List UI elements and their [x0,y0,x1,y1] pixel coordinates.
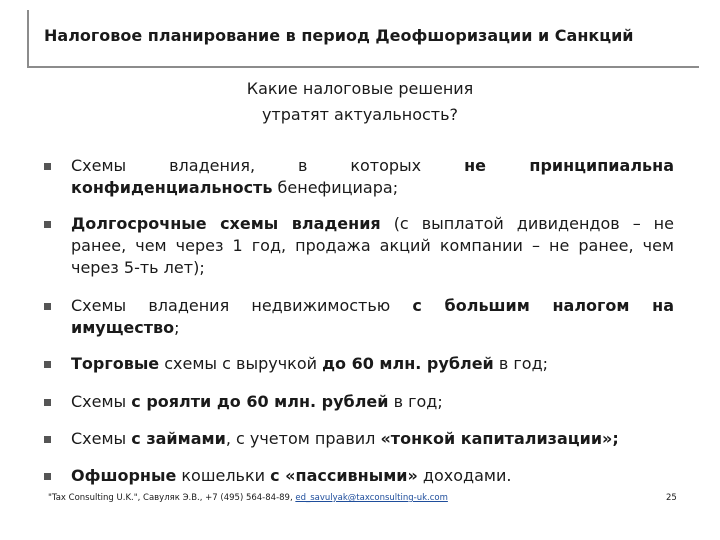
bullet-item [44,155,674,199]
bullet-text [71,353,674,375]
bold-run: с роялти до 60 млн. рублей [131,392,389,411]
square-bullet-icon [44,221,51,228]
bold-run: до 60 млн. рублей [322,354,494,373]
bullet-text [71,465,674,487]
subtitle-line-1: Какие налоговые решения [246,79,474,98]
square-bullet-icon [44,436,51,443]
text-run: Схемы [71,392,132,411]
text-run: бенефициара; [272,178,399,197]
bullet-text [71,295,674,339]
bullet-item [44,465,674,487]
text-run: доходами. [417,466,512,485]
bold-run: «тонкой капитализации»; [380,429,619,448]
square-bullet-icon [44,473,51,480]
bullet-text [71,213,674,279]
bold-run: Офшорные [71,466,177,485]
bullet-item [44,391,674,413]
bold-run: не принципиальна [464,156,675,175]
bullet-item [44,295,674,339]
square-bullet-icon [44,163,51,170]
bullet-item [44,353,674,375]
text-run: схемы с выручкой [159,354,323,373]
square-bullet-icon [44,399,51,406]
text-run: в год; [388,392,443,411]
square-bullet-icon [44,361,51,368]
subtitle-line-2: утратят актуальность? [261,105,459,124]
square-bullet-icon [44,303,51,310]
text-run: в год; [493,354,549,373]
text-run: Схемы владения, в которых [71,156,465,175]
bold-run: конфиденциальность [71,178,273,197]
text-run: кошельки [176,466,271,485]
bullet-item [44,213,674,279]
text-run: Схемы владения недвижимостью [71,296,413,315]
page-number: 25 [666,493,677,503]
slide-title: Налоговое планирование в период Деофшоризации и Санкций [44,26,634,45]
footer [48,493,448,503]
bullet-text [71,428,674,450]
bold-run: с «пассивными» [270,466,418,485]
bullet-item [44,428,674,450]
text-run: , с учетом правил [225,429,381,448]
title-rule-horizontal [27,66,699,68]
text-run: Схемы [71,429,132,448]
bold-run: с большим налогом на имущество [71,296,674,337]
text-run: ; [174,318,180,337]
bullet-text [71,155,674,199]
bold-run: Торговые [71,354,160,373]
bullet-text [71,391,674,413]
title-rule-vertical [27,10,29,68]
text-run: (с выплатой дивидендов – не ранее, чем через 1 год, продажа акций компании – не ранее, чем через 5-ть лет); [71,214,674,277]
slide-subtitle [200,76,520,128]
footer-text: "Tax Consulting U.K.", Савуляк Э.В., +7 (495) 564-84-89, [48,493,296,503]
bold-run: Долгосрочные схемы владения [71,214,381,233]
bold-run: с займами [131,429,226,448]
footer-email-link[interactable]: ed_savulyak@taxconsulting-uk.com [295,493,448,503]
